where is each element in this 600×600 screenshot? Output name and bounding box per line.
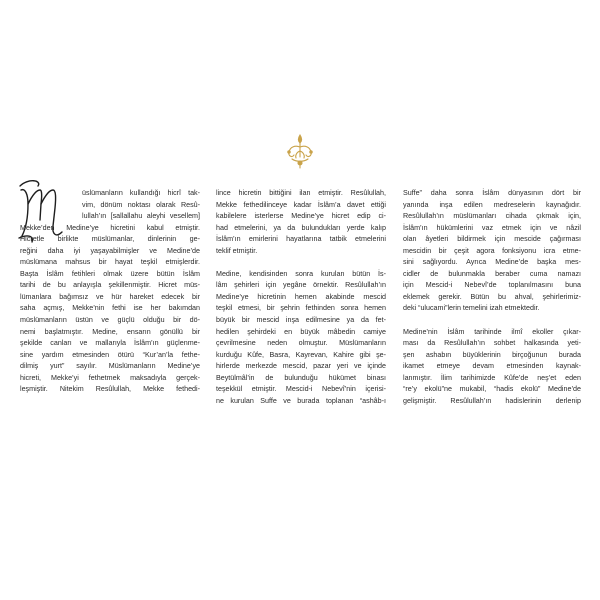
text-line: Mekke’den Medine’ye hicretini kabul etmiştir. — [20, 223, 200, 232]
text-line: ne kurulan Suffe ve burada toplanan “ashâb-ı — [216, 396, 386, 405]
text-line: kurduğu Kûfe, Basra, Kayrevan, Kahire gibi şe- — [216, 350, 386, 359]
text-line: şekilde canları ve mallarıyla İslâm’ın güçlenme- — [20, 339, 200, 348]
text-line: müslümanların üstün ve güçlü olduğu bir dö- — [20, 316, 200, 325]
text-line: saha açmış, Mekke’nin fethi ise her bakımdan — [20, 304, 200, 313]
text-line: için Mescid-i Nebevî’de toplanılmasını buna — [403, 281, 581, 290]
text-line: müslümana mahsus bir hayat teşkil etmişlerdir. — [20, 258, 200, 267]
text-line: olan âyetleri bildirmek için mescide çağırması — [403, 235, 581, 244]
text-line: nemi başlatmıştır. Medine, ensarın gönüllü bir — [20, 327, 200, 336]
text-line: lümanlara bağımsız ve hür hareket edecek bir — [20, 292, 200, 301]
text-column-1 — [20, 188, 200, 396]
text-line: kabilelere isterlerse Medine’ye hicret edip ci- — [216, 212, 386, 221]
text-line: gelişmiştir. Resûlullah’ın hadislerinin derlenip — [403, 396, 581, 405]
text-line: üslümanların kullandığı hicrî tak- — [82, 189, 200, 197]
text-line: mescidin bir çeşit agora fonksiyonu icra etme- — [403, 246, 581, 255]
text-line: sini sağlıyordu. Ayrıca Medine’de başka mes- — [403, 258, 581, 267]
text-line: lâm şehirleri için yegâne örnektir. Resûlullah’ın — [216, 281, 386, 290]
text-line: yanında inşa edilen medreselerin kaynağıdır. — [403, 200, 581, 209]
text-line: tarihi de bu anlayışla şekillenmiştir. Hicret müs- — [20, 281, 200, 290]
text-line: lanmıştır. İlim tarihimizde Kûfe’de neş’et eden — [403, 373, 581, 382]
text-column-3 — [403, 188, 581, 407]
text-line: Hicretle birlikte müslümanlar, dinlerinin ge- — [20, 235, 200, 244]
text-line: Medine, kendisinden sonra kurulan bütün İs- — [216, 269, 386, 278]
text-line: çevrilmesine neden olmuştur. Müslümanların — [216, 339, 386, 348]
text-column-2 — [216, 188, 386, 407]
text-line: Mekke fethedilinceye kadar İslâm’a davet ettiği — [216, 200, 386, 209]
text-line: büyük bir mescid inşa edilmesine ya da fet- — [216, 316, 386, 325]
text-line: teşkil etmesi, bir şehrin fethinden sonra hemen — [216, 304, 386, 313]
text-line: deki “ulucami”lerin temelini izah etmektedir. — [403, 304, 540, 313]
text-line: eklemek gerekir. Bütün bu ahval, şehirlerimiz- — [403, 292, 581, 301]
text-line: ikamet etmeye devam etmesinden kaynak- — [403, 362, 581, 371]
text-line: İslâm’ın emirlerini hayatlarına tatbik etmelerini — [216, 235, 386, 244]
text-line: hedilen şehirdeki en büyük mâbedin camiye — [216, 327, 386, 336]
text-line: şen ashabın büyüklerinin birçoğunun burada — [403, 350, 581, 359]
paragraph-gap — [216, 257, 386, 269]
text-line: ması da Resûlullah’ın sohbet halkasında yeti- — [403, 339, 581, 348]
text-line: teklif etmiştir. — [216, 246, 258, 255]
text-line: had etmelerini, ya da bulundukları yerde kalıp — [216, 223, 386, 232]
text-line: vim, dönüm noktası olarak Resû- — [82, 200, 200, 209]
text-line: Medine’nin İslâm tarihinde ilmî ekoller çıkar- — [403, 327, 581, 336]
text-line: cidler de bulunmakla beraber cuma namazı — [403, 269, 581, 278]
text-line: hicreti, Mekke’yi fethetmek maksadıyla gerçek- — [20, 373, 200, 382]
text-line: Başta İslâm fetihleri olmak üzere bütün İslâm — [20, 269, 200, 278]
text-line: reğini daha iyi yaşayabilmişler ve Medine’de — [20, 246, 200, 255]
text-line: hirlerde merkezde mescid, pazar yeri ve içinde — [216, 362, 386, 371]
text-line: Beytülmâl’in de bulunduğu hükümet binası — [216, 373, 386, 382]
text-line: İslâm’ın hükümlerini vaz etmek için ve nâzil — [403, 223, 581, 232]
text-line: sine yardım etmesinden ötürü “Kur’an’la fethe- — [20, 350, 200, 359]
text-line: lince hicretin bittiğini ilan etmiştir. Resûlullah, — [216, 189, 386, 197]
text-line: teşekkül etmiştir. Mescid-i Nebevî’nin içerisi- — [216, 385, 386, 394]
text-line: leşmiştir. Nitekim Resûlullah, Mekke fethedi- — [20, 385, 200, 394]
text-line: Medine’ye hicretinin hemen akabinde mescid — [216, 292, 386, 301]
paragraph-gap — [403, 315, 581, 327]
text-line: Suffe” daha sonra İslâm dünyasının dört bir — [403, 189, 581, 197]
text-line: lullah’ın [sallallahu aleyhi vesellem] — [82, 212, 200, 221]
fleur-chandelier-ornament-icon — [284, 133, 316, 169]
text-line: Resûlullah’ın müslümanları cihada çıkmak için, — [403, 212, 581, 221]
text-line: “re’y ekolü”ne mukabil, “hadis ekolü” Medine’de — [403, 385, 581, 394]
text-line: dilmiş yurt” sayılır. Müslümanların Medine’ye — [20, 362, 200, 371]
